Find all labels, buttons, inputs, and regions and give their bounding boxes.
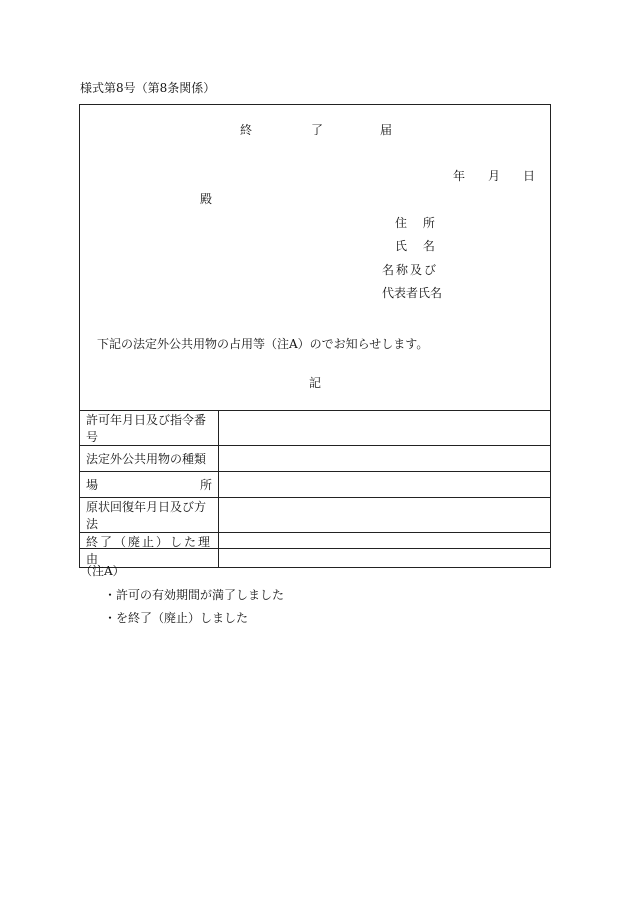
applicant-address-label: 住 所: [395, 216, 441, 230]
ki-label: 記: [309, 376, 322, 390]
row-label-reason: 終了（廃止）した理由: [80, 533, 219, 568]
date-year-label: 年: [453, 169, 466, 183]
date-month-label: 月: [488, 169, 501, 183]
row-value-location[interactable]: [219, 472, 551, 498]
applicant-corp-name-label: 名称及び: [382, 263, 439, 277]
details-table: [79, 410, 551, 568]
form-title-char-3: 届: [380, 123, 393, 137]
row-value-restoration[interactable]: [219, 498, 551, 533]
notification-body-text: 下記の法定外公共用物の占用等（注A）のでお知らせします。: [97, 337, 429, 351]
row-value-property-type[interactable]: [219, 446, 551, 472]
table-row: [80, 472, 551, 498]
row-label-location-part-1: 場: [86, 478, 99, 492]
row-label-location-part-2: 所: [199, 478, 212, 492]
table-row: [80, 498, 551, 533]
note-item: ・を終了（廃止）しました: [104, 611, 249, 625]
applicant-name-label: 氏 名: [395, 239, 441, 253]
row-label-property-type: 法定外公共用物の種類: [80, 446, 219, 472]
row-label-location: [80, 472, 219, 498]
table-row: [80, 411, 551, 446]
row-value-permit-date[interactable]: [219, 411, 551, 446]
addressee-suffix: 殿: [200, 192, 213, 206]
table-row: [80, 533, 551, 568]
form-number: 様式第8号（第8条関係）: [80, 81, 216, 95]
row-label-permit-date: 許可年月日及び指令番号: [80, 411, 219, 446]
date-day-label: 日: [523, 169, 536, 183]
row-value-reason[interactable]: [219, 533, 551, 568]
form-title-char-2: 了: [311, 123, 324, 137]
note-item: ・許可の有効期間が満了しました: [104, 588, 285, 602]
note-heading: （注A）: [80, 564, 125, 578]
form-title-char-1: 終: [240, 123, 253, 137]
row-label-restoration: 原状回復年月日及び方法: [80, 498, 219, 533]
table-row: [80, 446, 551, 472]
applicant-representative-label: 代表者氏名: [382, 286, 443, 300]
